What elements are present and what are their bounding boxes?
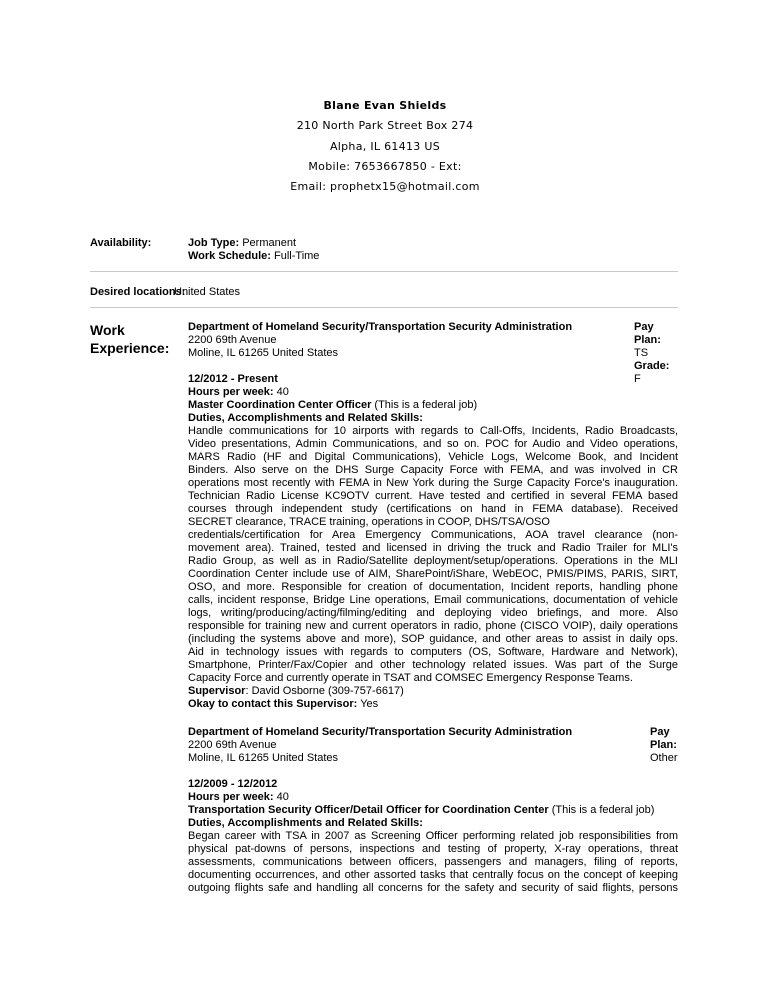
- duties-line: SECRET clearance, TRACE training, operations in COOP, DHS/TSA/OSO: [188, 516, 550, 528]
- duties-line: Coordination Center include use of AIM, SharePoint/iShare, WebEOC, PMIS/PIMS, PARIS, SIRT,: [188, 568, 678, 580]
- job-title-line: [188, 804, 678, 817]
- duties-line: documenting occurrences, and other assorted tasks that centrally focus on the concept of keeping: [188, 869, 678, 881]
- pay-plan-value: Other: [650, 752, 678, 764]
- work-experience-label-line1: Work: [90, 322, 125, 338]
- duties-line: Radio Group, as well as in Radio/Satellite deployment/setup/operations. Operations in the MLI: [188, 555, 678, 567]
- contact-header: [240, 96, 530, 197]
- pay-plan-column: [650, 726, 678, 765]
- employer-name: Department of Homeland Security/Transportation Security Administration: [188, 726, 573, 738]
- grade-label: Grade:: [634, 360, 670, 372]
- duties-line: Handle communications for 10 airports with regards to Call-Offs, Incidents, Radio Broadcasts,: [188, 425, 678, 437]
- supervisor-label: Supervisor: [188, 685, 246, 697]
- email-address: Email: prophetx15@hotmail.com: [290, 180, 480, 194]
- job-title-note: (This is a federal job): [374, 399, 478, 411]
- mobile-phone: Mobile: 7653667850 - Ext:: [308, 159, 462, 173]
- hours-value: 40: [276, 791, 289, 803]
- duties-line: movement area). Trained, tested and licensed in driving the truck and Radio Trailer for MLI's: [188, 542, 678, 554]
- divider: [90, 307, 678, 308]
- duties-line: assessments, communications between officers, passengers and managers, filing of reports,: [188, 856, 678, 868]
- pay-plan-column: [634, 321, 669, 386]
- contact-supervisor-value: Yes: [360, 698, 379, 710]
- pay-plan-label-2: Plan:: [634, 334, 661, 346]
- pay-plan-label-1: Pay: [634, 321, 654, 333]
- job-title: Master Coordination Center Officer: [188, 399, 372, 411]
- duties-line: Capacity Force and currently operate in TSAT and COMSEC Emergency Response Teams.: [188, 672, 633, 684]
- employer-address-1: 2200 69th Avenue: [188, 334, 277, 346]
- pay-plan-value: TS: [634, 347, 649, 359]
- employer-address-2: Moline, IL 61265 United States: [188, 752, 339, 764]
- job-title-line: [188, 399, 678, 412]
- divider: [90, 271, 678, 272]
- job-dates: 12/2009 - 12/2012: [188, 778, 278, 790]
- work-experience-label-line2: Experience:: [90, 340, 170, 356]
- job-entry: [188, 321, 678, 711]
- employer-address-1: 2200 69th Avenue: [188, 739, 277, 751]
- duties-line: logs, writing/producing/acting/filming/editing and deploying video briefings, and more. Also: [188, 607, 678, 619]
- grade-value: F: [634, 373, 641, 385]
- job-type-value: Permanent: [242, 237, 297, 249]
- job-dates: 12/2012 - Present: [188, 373, 278, 385]
- duties-line: outgoing flights safe and handling all concerns for the safety and security of said flights, persons: [188, 882, 678, 894]
- duties-label: Duties, Accomplishments and Related Skills:: [188, 817, 423, 829]
- employer-address-2: Moline, IL 61265 United States: [188, 347, 339, 359]
- job-entry: [188, 726, 678, 895]
- job-title-note: (This is a federal job): [551, 804, 655, 816]
- duties-line: courses through independent study (certifications on hand in FEMA database). Received: [188, 503, 678, 515]
- availability-section: [90, 237, 678, 267]
- contact-supervisor-line: [188, 698, 678, 711]
- hours-line: [188, 791, 678, 804]
- duties-line: operations most recently with FEMA in New York during the Surge Capacity Force's inauguration.: [188, 477, 678, 489]
- job-title: Transportation Security Officer/Detail Officer for Coordination Center: [188, 804, 549, 816]
- candidate-name: Blane Evan Shields: [323, 99, 447, 112]
- duties-line: calls, incident response, Bridge Line operations, Email communications, documentation of vehicle: [188, 594, 678, 606]
- desired-locations-section: [90, 286, 678, 300]
- duties-line: Video presentations, Admin Communications, and so on. POC for Audio and Video operations,: [188, 438, 678, 450]
- supervisor-line: [188, 685, 678, 698]
- hours-value: 40: [276, 386, 289, 398]
- job-type-line: [188, 237, 296, 250]
- work-schedule-label: Work Schedule:: [188, 250, 271, 262]
- spacer: [188, 360, 678, 373]
- job-type-label: Job Type:: [188, 237, 240, 249]
- duties-line: Began career with TSA in 2007 as Screening Officer performing related job responsibilities from: [188, 830, 678, 842]
- pay-plan-label-1: Pay: [650, 726, 670, 738]
- duties-line: Smartphone, Printer/Fax/Copier and other technology related issues. Was part of the Surge: [188, 659, 678, 671]
- pay-plan-label-2: Plan:: [650, 739, 677, 751]
- duties-line: responsible for training new and current operators in radio, phone (CISCO VOIP), daily operations: [188, 620, 678, 632]
- work-schedule-line: [188, 250, 319, 263]
- duties-label: Duties, Accomplishments and Related Skills:: [188, 412, 423, 424]
- work-experience-label: [90, 321, 169, 357]
- hours-label: Hours per week:: [188, 791, 274, 803]
- employer-name: Department of Homeland Security/Transportation Security Administration: [188, 321, 573, 333]
- work-schedule-value: Full-Time: [274, 250, 320, 262]
- desired-locations-value: United States: [174, 286, 241, 298]
- hours-label: Hours per week:: [188, 386, 274, 398]
- desired-locations-label: Desired locations:: [90, 286, 186, 298]
- contact-supervisor-label: Okay to contact this Supervisor:: [188, 698, 358, 710]
- duties-line: OSO, and more. Responsible for creation of documentation, Incident reports, handling phone: [188, 581, 678, 593]
- address-line-1: 210 North Park Street Box 274: [296, 119, 474, 133]
- duties-line: Binders. Also serve on the DHS Surge Capacity Force with FEMA, and was involved in CR: [188, 464, 678, 476]
- duties-line: Aid in technology issues with regards to computers (OS, Software, Hardware and Network),: [188, 646, 678, 658]
- spacer: [188, 765, 678, 778]
- duties-line: Technician Radio License KC9OTV current. Have tested and certified in several FEMA based: [188, 490, 678, 502]
- duties-line: credentials/certification for Area Emergency Communications, AOA travel clearance (non-: [188, 529, 678, 541]
- address-line-2: Alpha, IL 61413 US: [329, 139, 441, 153]
- hours-line: [188, 386, 678, 399]
- availability-label: Availability:: [90, 237, 152, 249]
- duties-line: physical pat-downs of persons, inspections and testing of property, X-ray operations, threat: [188, 843, 678, 855]
- supervisor-value: : David Osborne (309-757-6617): [245, 685, 404, 697]
- duties-line: MARS Radio (HF and Digital Communications), Vehicle Logs, Welcome Book, and Incident: [188, 451, 678, 463]
- duties-line: (including the systems above and more), SOP guidance, and other areas to assist in daily ops.: [188, 633, 678, 645]
